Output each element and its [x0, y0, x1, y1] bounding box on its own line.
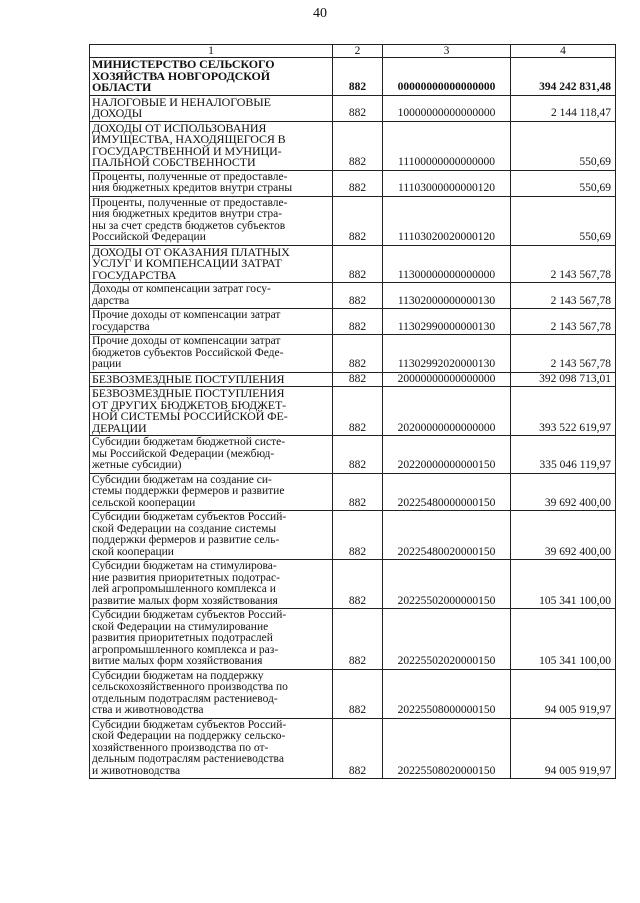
row-name-cell: Субсидии бюджетам бюджетной систе- мы Российской Федерации (межбюд- жетные субсидии) [90, 436, 333, 474]
table-header-row [90, 45, 616, 58]
row-kbk-cell: 11302000000000130 [383, 283, 511, 309]
row-code-cell: 882 [333, 511, 383, 560]
row-kbk-cell: 11103000000000120 [383, 170, 511, 196]
header-col-4: 4 [511, 45, 616, 58]
row-name-cell: ДОХОДЫ ОТ ОКАЗАНИЯ ПЛАТНЫХ УСЛУГ И КОМПЕНСАЦИИ ЗАТРАТ ГОСУДАРСТВА [90, 245, 333, 283]
row-sum-cell: 393 522 619,97 [511, 387, 616, 436]
row-sum-cell: 392 098 713,01 [511, 372, 616, 387]
row-name-cell: БЕЗВОЗМЕЗДНЫЕ ПОСТУПЛЕНИЯ [90, 372, 333, 387]
row-code-cell: 882 [333, 335, 383, 373]
row-kbk-cell: 11300000000000000 [383, 245, 511, 283]
row-name-cell: Прочие доходы от компенсации затрат бюджетов субъектов Российской Феде- рации [90, 335, 333, 373]
row-name-cell: Субсидии бюджетам на стимулирова- ние развития приоритетных подотрас- лей агропромышленного комплекса и развитие малых форм хозяйствования [90, 560, 333, 609]
row-name-cell: МИНИСТЕРСТВО СЕЛЬСКОГО ХОЗЯЙСТВА НОВГОРОДСКОЙ ОБЛАСТИ [90, 58, 333, 96]
row-code-cell: 882 [333, 387, 383, 436]
row-name-cell: БЕЗВОЗМЕЗДНЫЕ ПОСТУПЛЕНИЯ ОТ ДРУГИХ БЮДЖЕТОВ БЮДЖЕТ- НОЙ СИСТЕМЫ РОССИЙСКОЙ ФЕ- ДЕРАЦИИ [90, 387, 333, 436]
row-sum-cell: 550,69 [511, 121, 616, 170]
row-kbk-cell: 11302990000000130 [383, 309, 511, 335]
row-sum-cell: 2 143 567,78 [511, 335, 616, 373]
row-sum-cell: 394 242 831,48 [511, 58, 616, 96]
row-name-cell: Субсидии бюджетам субъектов Россий- ской Федерации на стимулирование развития приоритетных подотраслей агропромышленного комплекса и раз- витие малых форм хозяйствования [90, 609, 333, 670]
table-row [90, 560, 616, 609]
row-code-cell: 882 [333, 560, 383, 609]
row-name-cell: Субсидии бюджетам на поддержку сельскохозяйственного производства по отдельным подотраслям растениевод- ства и животноводства [90, 669, 333, 718]
row-name-cell: Субсидии бюджетам субъектов Россий- ской Федерации на создание системы поддержки фермеров и развитие сель- ской кооперации [90, 511, 333, 560]
revenue-table [89, 44, 616, 779]
table-row [90, 309, 616, 335]
row-sum-cell: 550,69 [511, 170, 616, 196]
table-row [90, 95, 616, 121]
row-name-cell: Доходы от компенсации затрат госу- дарства [90, 283, 333, 309]
table-row [90, 170, 616, 196]
header-col-2: 2 [333, 45, 383, 58]
row-name-cell: Проценты, полученные от предоставле- ния бюджетных кредитов внутри стра- ны за счет средств бюджетов субъектов Российской Федерации [90, 196, 333, 245]
row-code-cell: 882 [333, 245, 383, 283]
row-code-cell: 882 [333, 718, 383, 779]
row-kbk-cell: 20225508000000150 [383, 669, 511, 718]
row-name-cell: Субсидии бюджетам на создание си- стемы поддержки фермеров и развитие сельской кооперации [90, 473, 333, 511]
row-code-cell: 882 [333, 170, 383, 196]
row-sum-cell: 2 144 118,47 [511, 95, 616, 121]
table-row [90, 473, 616, 511]
table-row [90, 436, 616, 474]
table-row [90, 372, 616, 387]
row-kbk-cell: 10000000000000000 [383, 95, 511, 121]
row-sum-cell: 2 143 567,78 [511, 245, 616, 283]
row-sum-cell: 2 143 567,78 [511, 283, 616, 309]
row-kbk-cell: 20225502000000150 [383, 560, 511, 609]
row-kbk-cell: 11103020020000120 [383, 196, 511, 245]
row-code-cell: 882 [333, 669, 383, 718]
row-code-cell: 882 [333, 95, 383, 121]
row-kbk-cell: 20200000000000000 [383, 387, 511, 436]
row-name-cell: Проценты, полученные от предоставле- ния бюджетных кредитов внутри страны [90, 170, 333, 196]
row-kbk-cell: 20000000000000000 [383, 372, 511, 387]
row-kbk-cell: 20225480020000150 [383, 511, 511, 560]
row-kbk-cell: 11302992020000130 [383, 335, 511, 373]
table-row [90, 121, 616, 170]
row-code-cell: 882 [333, 436, 383, 474]
row-code-cell: 882 [333, 283, 383, 309]
table-row [90, 511, 616, 560]
row-code-cell: 882 [333, 121, 383, 170]
header-col-1: 1 [90, 45, 333, 58]
row-kbk-cell: 20225480000000150 [383, 473, 511, 511]
page-number: 40 [313, 6, 327, 21]
row-sum-cell: 550,69 [511, 196, 616, 245]
row-sum-cell: 2 143 567,78 [511, 309, 616, 335]
row-name-cell: ДОХОДЫ ОТ ИСПОЛЬЗОВАНИЯ ИМУЩЕСТВА, НАХОДЯЩЕГОСЯ В ГОСУДАРСТВЕННОЙ И МУНИЦИ- ПАЛЬНОЙ СОБСТВЕННОСТИ [90, 121, 333, 170]
row-sum-cell: 39 692 400,00 [511, 473, 616, 511]
row-sum-cell: 94 005 919,97 [511, 669, 616, 718]
row-kbk-cell: 20225502020000150 [383, 609, 511, 670]
row-code-cell: 882 [333, 309, 383, 335]
row-name-cell: Прочие доходы от компенсации затрат государства [90, 309, 333, 335]
table-row [90, 283, 616, 309]
row-kbk-cell: 20220000000000150 [383, 436, 511, 474]
row-sum-cell: 105 341 100,00 [511, 609, 616, 670]
row-name-cell: НАЛОГОВЫЕ И НЕНАЛОГОВЫЕ ДОХОДЫ [90, 95, 333, 121]
row-code-cell: 882 [333, 609, 383, 670]
table-row [90, 609, 616, 670]
row-code-cell: 882 [333, 196, 383, 245]
table-row [90, 718, 616, 779]
table-row [90, 335, 616, 373]
row-sum-cell: 94 005 919,97 [511, 718, 616, 779]
row-code-cell: 882 [333, 372, 383, 387]
row-sum-cell: 335 046 119,97 [511, 436, 616, 474]
table-row [90, 387, 616, 436]
row-kbk-cell: 20225508020000150 [383, 718, 511, 779]
row-code-cell: 882 [333, 58, 383, 96]
header-col-3: 3 [383, 45, 511, 58]
row-code-cell: 882 [333, 473, 383, 511]
table-row [90, 669, 616, 718]
row-sum-cell: 105 341 100,00 [511, 560, 616, 609]
row-kbk-cell: 11100000000000000 [383, 121, 511, 170]
table-row [90, 58, 616, 96]
table-row [90, 196, 616, 245]
row-name-cell: Субсидии бюджетам субъектов Россий- ской Федерации на поддержку сельско- хозяйственного производства по от- дельным подотраслям растениеводства и животноводства [90, 718, 333, 779]
table-row [90, 245, 616, 283]
row-sum-cell: 39 692 400,00 [511, 511, 616, 560]
row-kbk-cell: 00000000000000000 [383, 58, 511, 96]
